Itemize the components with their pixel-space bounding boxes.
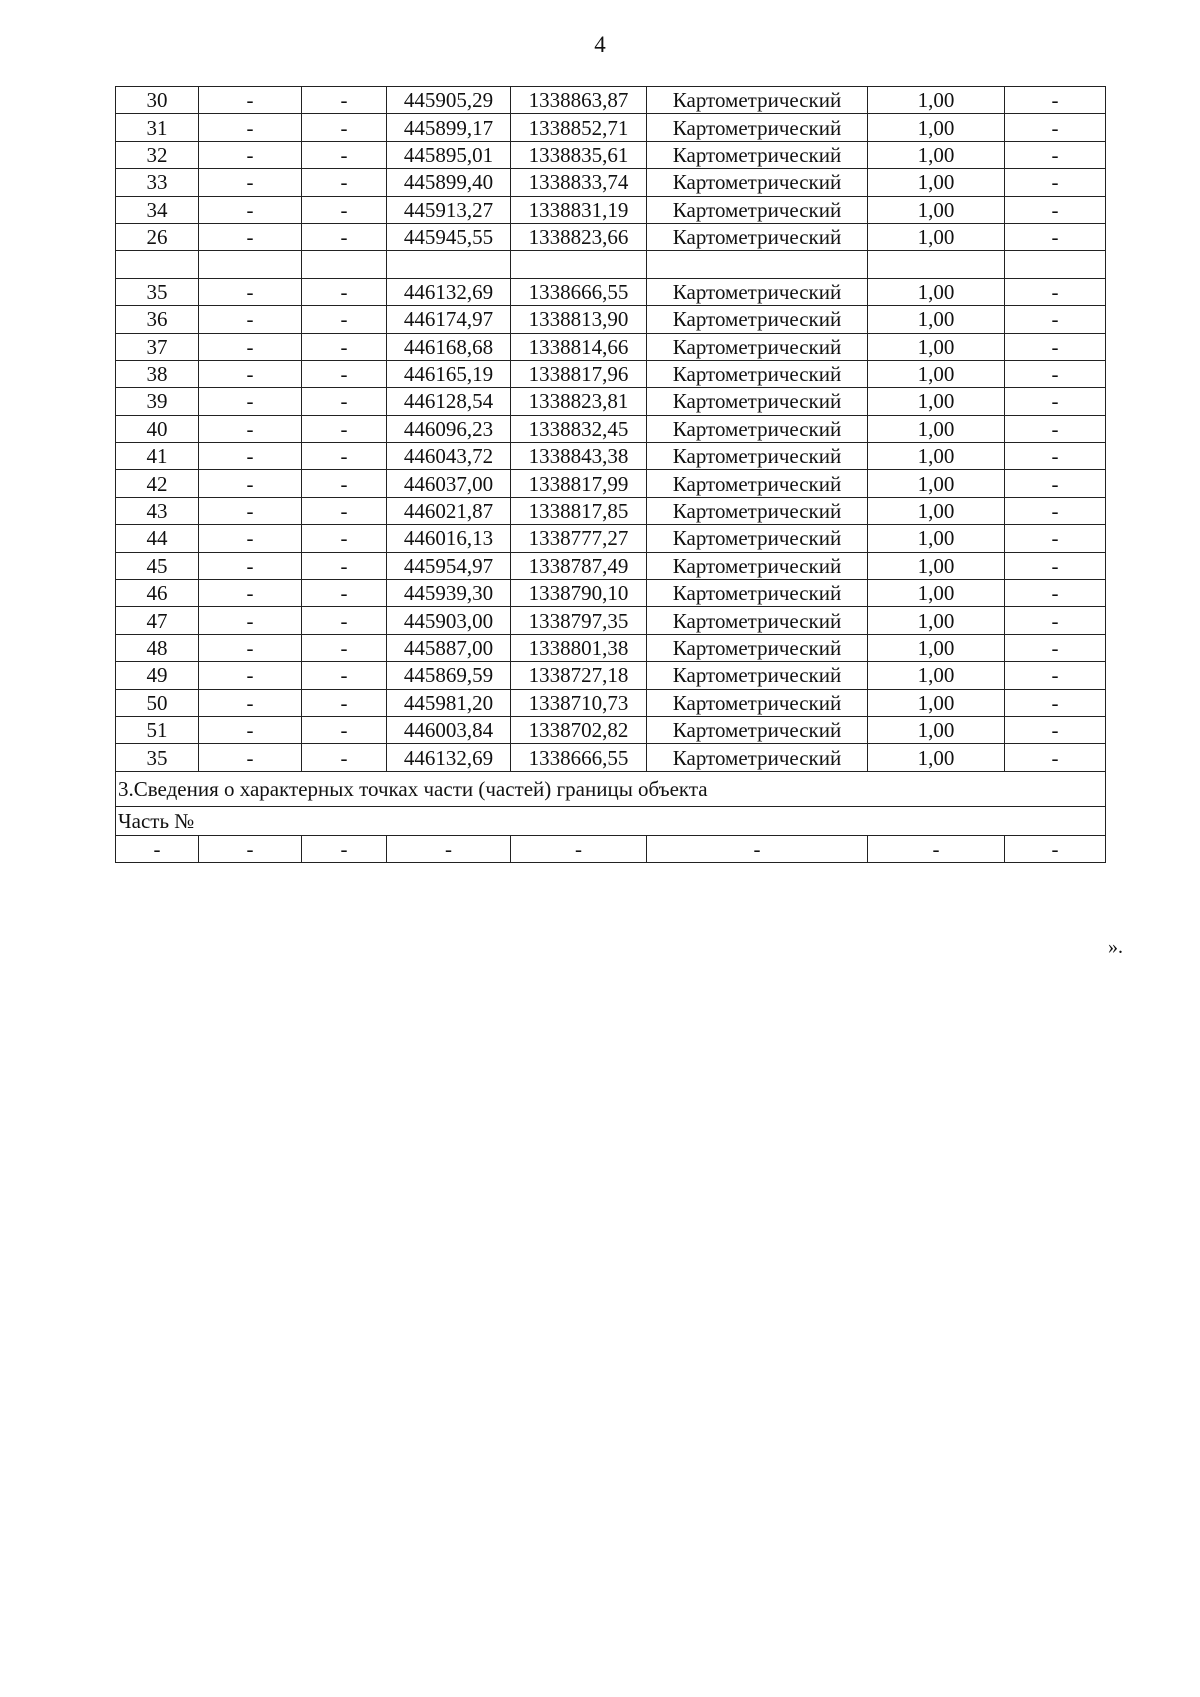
table-row (116, 223, 1106, 250)
cell-new-y (511, 251, 647, 278)
cell-point-number: 34 (116, 196, 199, 223)
cell-new-y: 1338823,66 (511, 223, 647, 250)
cell-method: Картометрический (647, 634, 868, 661)
table-row (116, 525, 1106, 552)
cell-point-number: 32 (116, 141, 199, 168)
cell-existing-x: - (199, 278, 302, 305)
cell-existing-y: - (302, 716, 387, 743)
cell-description: - (1005, 388, 1106, 415)
cell-accuracy: 1,00 (868, 196, 1005, 223)
cell-existing-y: - (302, 689, 387, 716)
cell-method: Картометрический (647, 552, 868, 579)
cell-method: Картометрический (647, 497, 868, 524)
cell-new-y: 1338666,55 (511, 278, 647, 305)
cell-new-x: 445939,30 (387, 580, 511, 607)
cell-new-x: 445903,00 (387, 607, 511, 634)
cell-existing-x: - (199, 552, 302, 579)
cell-existing-y: - (302, 114, 387, 141)
cell-method: - (647, 835, 868, 862)
table-row (116, 169, 1106, 196)
cell-description: - (1005, 333, 1106, 360)
cell-new-x: 446043,72 (387, 443, 511, 470)
cell-existing-x: - (199, 114, 302, 141)
cell-method: Картометрический (647, 716, 868, 743)
cell-new-y: 1338702,82 (511, 716, 647, 743)
cell-point-number: 40 (116, 415, 199, 442)
cell-existing-y: - (302, 333, 387, 360)
cell-accuracy: 1,00 (868, 744, 1005, 771)
cell-point-number: 47 (116, 607, 199, 634)
cell-new-x: 445905,29 (387, 87, 511, 114)
cell-new-y: 1338833,74 (511, 169, 647, 196)
cell-accuracy: 1,00 (868, 552, 1005, 579)
cell-new-x: 446128,54 (387, 388, 511, 415)
cell-method: Картометрический (647, 415, 868, 442)
cell-method: Картометрический (647, 87, 868, 114)
table-row (116, 634, 1106, 661)
table-row (116, 497, 1106, 524)
cell-point-number: 46 (116, 580, 199, 607)
cell-existing-x: - (199, 835, 302, 862)
cell-new-x: 446165,19 (387, 360, 511, 387)
cell-accuracy: 1,00 (868, 306, 1005, 333)
table-row (116, 580, 1106, 607)
cell-description: - (1005, 716, 1106, 743)
table-row (116, 415, 1106, 442)
cell-method (647, 251, 868, 278)
cell-description: - (1005, 87, 1106, 114)
cell-new-x: 445913,27 (387, 196, 511, 223)
cell-new-x: 446037,00 (387, 470, 511, 497)
table-row (116, 689, 1106, 716)
cell-accuracy: 1,00 (868, 497, 1005, 524)
cell-point-number: 42 (116, 470, 199, 497)
cell-point-number: 36 (116, 306, 199, 333)
cell-existing-y: - (302, 87, 387, 114)
cell-existing-x: - (199, 662, 302, 689)
cell-new-x: 445869,59 (387, 662, 511, 689)
cell-point-number: 48 (116, 634, 199, 661)
cell-description: - (1005, 580, 1106, 607)
section-title: 3.Сведения о характерных точках части (частей) границы объекта (116, 771, 1106, 806)
cell-new-y: 1338710,73 (511, 689, 647, 716)
cell-new-y: 1338814,66 (511, 333, 647, 360)
cell-existing-x: - (199, 223, 302, 250)
cell-new-x: - (387, 835, 511, 862)
cell-new-x: 446016,13 (387, 525, 511, 552)
cell-accuracy: 1,00 (868, 360, 1005, 387)
cell-accuracy: 1,00 (868, 333, 1005, 360)
cell-existing-y: - (302, 470, 387, 497)
cell-description: - (1005, 607, 1106, 634)
cell-new-y: 1338835,61 (511, 141, 647, 168)
cell-existing-y: - (302, 169, 387, 196)
cell-existing-y: - (302, 607, 387, 634)
cell-existing-x: - (199, 360, 302, 387)
table-row (116, 744, 1106, 771)
cell-point-number: 39 (116, 388, 199, 415)
table-row (116, 470, 1106, 497)
cell-point-number: - (116, 835, 199, 862)
cell-description: - (1005, 141, 1106, 168)
cell-description: - (1005, 196, 1106, 223)
table-row (116, 251, 1106, 278)
cell-new-x: 445954,97 (387, 552, 511, 579)
cell-point-number (116, 251, 199, 278)
cell-new-y: 1338863,87 (511, 87, 647, 114)
cell-existing-x: - (199, 525, 302, 552)
cell-new-y: 1338790,10 (511, 580, 647, 607)
cell-new-y: 1338832,45 (511, 415, 647, 442)
cell-method: Картометрический (647, 443, 868, 470)
cell-new-y: 1338797,35 (511, 607, 647, 634)
cell-accuracy: 1,00 (868, 525, 1005, 552)
cell-existing-y: - (302, 223, 387, 250)
cell-existing-x: - (199, 306, 302, 333)
cell-point-number: 44 (116, 525, 199, 552)
cell-new-y: 1338787,49 (511, 552, 647, 579)
cell-existing-y: - (302, 497, 387, 524)
cell-point-number: 38 (116, 360, 199, 387)
cell-existing-y: - (302, 360, 387, 387)
table-row (116, 141, 1106, 168)
cell-new-y: 1338817,96 (511, 360, 647, 387)
cell-point-number: 35 (116, 744, 199, 771)
cell-accuracy: 1,00 (868, 169, 1005, 196)
cell-description: - (1005, 223, 1106, 250)
cell-description: - (1005, 306, 1106, 333)
cell-existing-y: - (302, 634, 387, 661)
cell-new-x: 445899,40 (387, 169, 511, 196)
cell-method: Картометрический (647, 141, 868, 168)
cell-existing-y: - (302, 278, 387, 305)
cell-description: - (1005, 634, 1106, 661)
cell-method: Картометрический (647, 662, 868, 689)
section-title-row (116, 771, 1106, 806)
cell-method: Картометрический (647, 169, 868, 196)
cell-accuracy: 1,00 (868, 470, 1005, 497)
cell-accuracy: 1,00 (868, 662, 1005, 689)
cell-existing-y: - (302, 744, 387, 771)
cell-new-y: 1338817,99 (511, 470, 647, 497)
cell-method: Картометрический (647, 470, 868, 497)
cell-existing-x: - (199, 196, 302, 223)
table-row (116, 333, 1106, 360)
cell-existing-x: - (199, 333, 302, 360)
cell-accuracy: 1,00 (868, 388, 1005, 415)
table-row (116, 87, 1106, 114)
cell-new-x: 445945,55 (387, 223, 511, 250)
cell-existing-y: - (302, 141, 387, 168)
table-row (116, 607, 1106, 634)
cell-method: Картометрический (647, 689, 868, 716)
cell-new-y: 1338817,85 (511, 497, 647, 524)
cell-existing-x: - (199, 744, 302, 771)
cell-description: - (1005, 278, 1106, 305)
cell-existing-x (199, 251, 302, 278)
cell-new-y: 1338801,38 (511, 634, 647, 661)
cell-method: Картометрический (647, 196, 868, 223)
cell-new-y: 1338813,90 (511, 306, 647, 333)
cell-accuracy: 1,00 (868, 223, 1005, 250)
cell-method: Картометрический (647, 333, 868, 360)
cell-existing-x: - (199, 497, 302, 524)
cell-accuracy: 1,00 (868, 415, 1005, 442)
cell-point-number: 33 (116, 169, 199, 196)
cell-point-number: 35 (116, 278, 199, 305)
cell-description: - (1005, 497, 1106, 524)
cell-description: - (1005, 114, 1106, 141)
cell-method: Картометрический (647, 360, 868, 387)
cell-new-y: 1338666,55 (511, 744, 647, 771)
cell-existing-y: - (302, 415, 387, 442)
cell-description: - (1005, 360, 1106, 387)
cell-accuracy: 1,00 (868, 580, 1005, 607)
cell-description: - (1005, 169, 1106, 196)
cell-existing-x: - (199, 470, 302, 497)
table-row (116, 662, 1106, 689)
cell-accuracy: 1,00 (868, 634, 1005, 661)
cell-method: Картометрический (647, 525, 868, 552)
cell-existing-x: - (199, 607, 302, 634)
cell-description: - (1005, 552, 1106, 579)
coordinates-table (115, 86, 1106, 863)
table-row (116, 196, 1106, 223)
cell-point-number: 49 (116, 662, 199, 689)
cell-accuracy (868, 251, 1005, 278)
cell-existing-y: - (302, 835, 387, 862)
cell-point-number: 51 (116, 716, 199, 743)
cell-accuracy: - (868, 835, 1005, 862)
part-values-row (116, 835, 1106, 862)
cell-description: - (1005, 744, 1106, 771)
cell-method: Картометрический (647, 580, 868, 607)
cell-point-number: 43 (116, 497, 199, 524)
closing-quote-mark: ». (1108, 936, 1123, 958)
table-row (116, 388, 1106, 415)
table-row (116, 306, 1106, 333)
cell-existing-x: - (199, 141, 302, 168)
cell-existing-y: - (302, 580, 387, 607)
cell-accuracy: 1,00 (868, 114, 1005, 141)
cell-new-y: 1338777,27 (511, 525, 647, 552)
part-label: Часть № (116, 806, 1106, 835)
cell-new-x (387, 251, 511, 278)
cell-method: Картометрический (647, 388, 868, 415)
table-row (116, 716, 1106, 743)
cell-point-number: 31 (116, 114, 199, 141)
cell-description (1005, 251, 1106, 278)
cell-method: Картометрический (647, 223, 868, 250)
cell-new-x: 445981,20 (387, 689, 511, 716)
cell-point-number: 30 (116, 87, 199, 114)
cell-existing-y (302, 251, 387, 278)
coordinates-table-body (116, 87, 1106, 863)
table-row (116, 360, 1106, 387)
cell-new-y: 1338823,81 (511, 388, 647, 415)
cell-existing-y: - (302, 306, 387, 333)
cell-existing-x: - (199, 689, 302, 716)
cell-existing-x: - (199, 580, 302, 607)
cell-method: Картометрический (647, 278, 868, 305)
table-row (116, 552, 1106, 579)
cell-method: Картометрический (647, 744, 868, 771)
cell-method: Картометрический (647, 306, 868, 333)
cell-new-y: 1338831,19 (511, 196, 647, 223)
cell-new-y: 1338727,18 (511, 662, 647, 689)
cell-description: - (1005, 689, 1106, 716)
cell-accuracy: 1,00 (868, 278, 1005, 305)
cell-accuracy: 1,00 (868, 689, 1005, 716)
cell-accuracy: 1,00 (868, 141, 1005, 168)
cell-existing-x: - (199, 634, 302, 661)
cell-new-x: 445895,01 (387, 141, 511, 168)
cell-existing-x: - (199, 388, 302, 415)
cell-point-number: 37 (116, 333, 199, 360)
cell-description: - (1005, 470, 1106, 497)
cell-new-y: 1338843,38 (511, 443, 647, 470)
cell-description: - (1005, 443, 1106, 470)
cell-new-x: 446096,23 (387, 415, 511, 442)
cell-existing-y: - (302, 662, 387, 689)
cell-existing-x: - (199, 443, 302, 470)
table-row (116, 278, 1106, 305)
cell-existing-x: - (199, 169, 302, 196)
cell-description: - (1005, 835, 1106, 862)
cell-new-x: 445899,17 (387, 114, 511, 141)
cell-new-x: 446168,68 (387, 333, 511, 360)
table-row (116, 443, 1106, 470)
cell-new-x: 446021,87 (387, 497, 511, 524)
cell-new-x: 445887,00 (387, 634, 511, 661)
cell-accuracy: 1,00 (868, 87, 1005, 114)
cell-existing-x: - (199, 415, 302, 442)
cell-accuracy: 1,00 (868, 607, 1005, 634)
page-number: 4 (594, 32, 606, 57)
cell-accuracy: 1,00 (868, 716, 1005, 743)
cell-point-number: 26 (116, 223, 199, 250)
cell-new-x: 446174,97 (387, 306, 511, 333)
cell-point-number: 45 (116, 552, 199, 579)
table-row (116, 114, 1106, 141)
cell-method: Картометрический (647, 607, 868, 634)
cell-method: Картометрический (647, 114, 868, 141)
cell-existing-x: - (199, 87, 302, 114)
part-label-row (116, 806, 1106, 835)
cell-existing-y: - (302, 443, 387, 470)
cell-new-x: 446132,69 (387, 744, 511, 771)
cell-existing-y: - (302, 525, 387, 552)
cell-description: - (1005, 662, 1106, 689)
cell-point-number: 50 (116, 689, 199, 716)
cell-new-x: 446003,84 (387, 716, 511, 743)
cell-new-y: 1338852,71 (511, 114, 647, 141)
cell-description: - (1005, 525, 1106, 552)
cell-point-number: 41 (116, 443, 199, 470)
cell-existing-y: - (302, 196, 387, 223)
cell-new-x: 446132,69 (387, 278, 511, 305)
cell-description: - (1005, 415, 1106, 442)
cell-existing-y: - (302, 552, 387, 579)
cell-existing-x: - (199, 716, 302, 743)
cell-accuracy: 1,00 (868, 443, 1005, 470)
cell-new-y: - (511, 835, 647, 862)
cell-existing-y: - (302, 388, 387, 415)
